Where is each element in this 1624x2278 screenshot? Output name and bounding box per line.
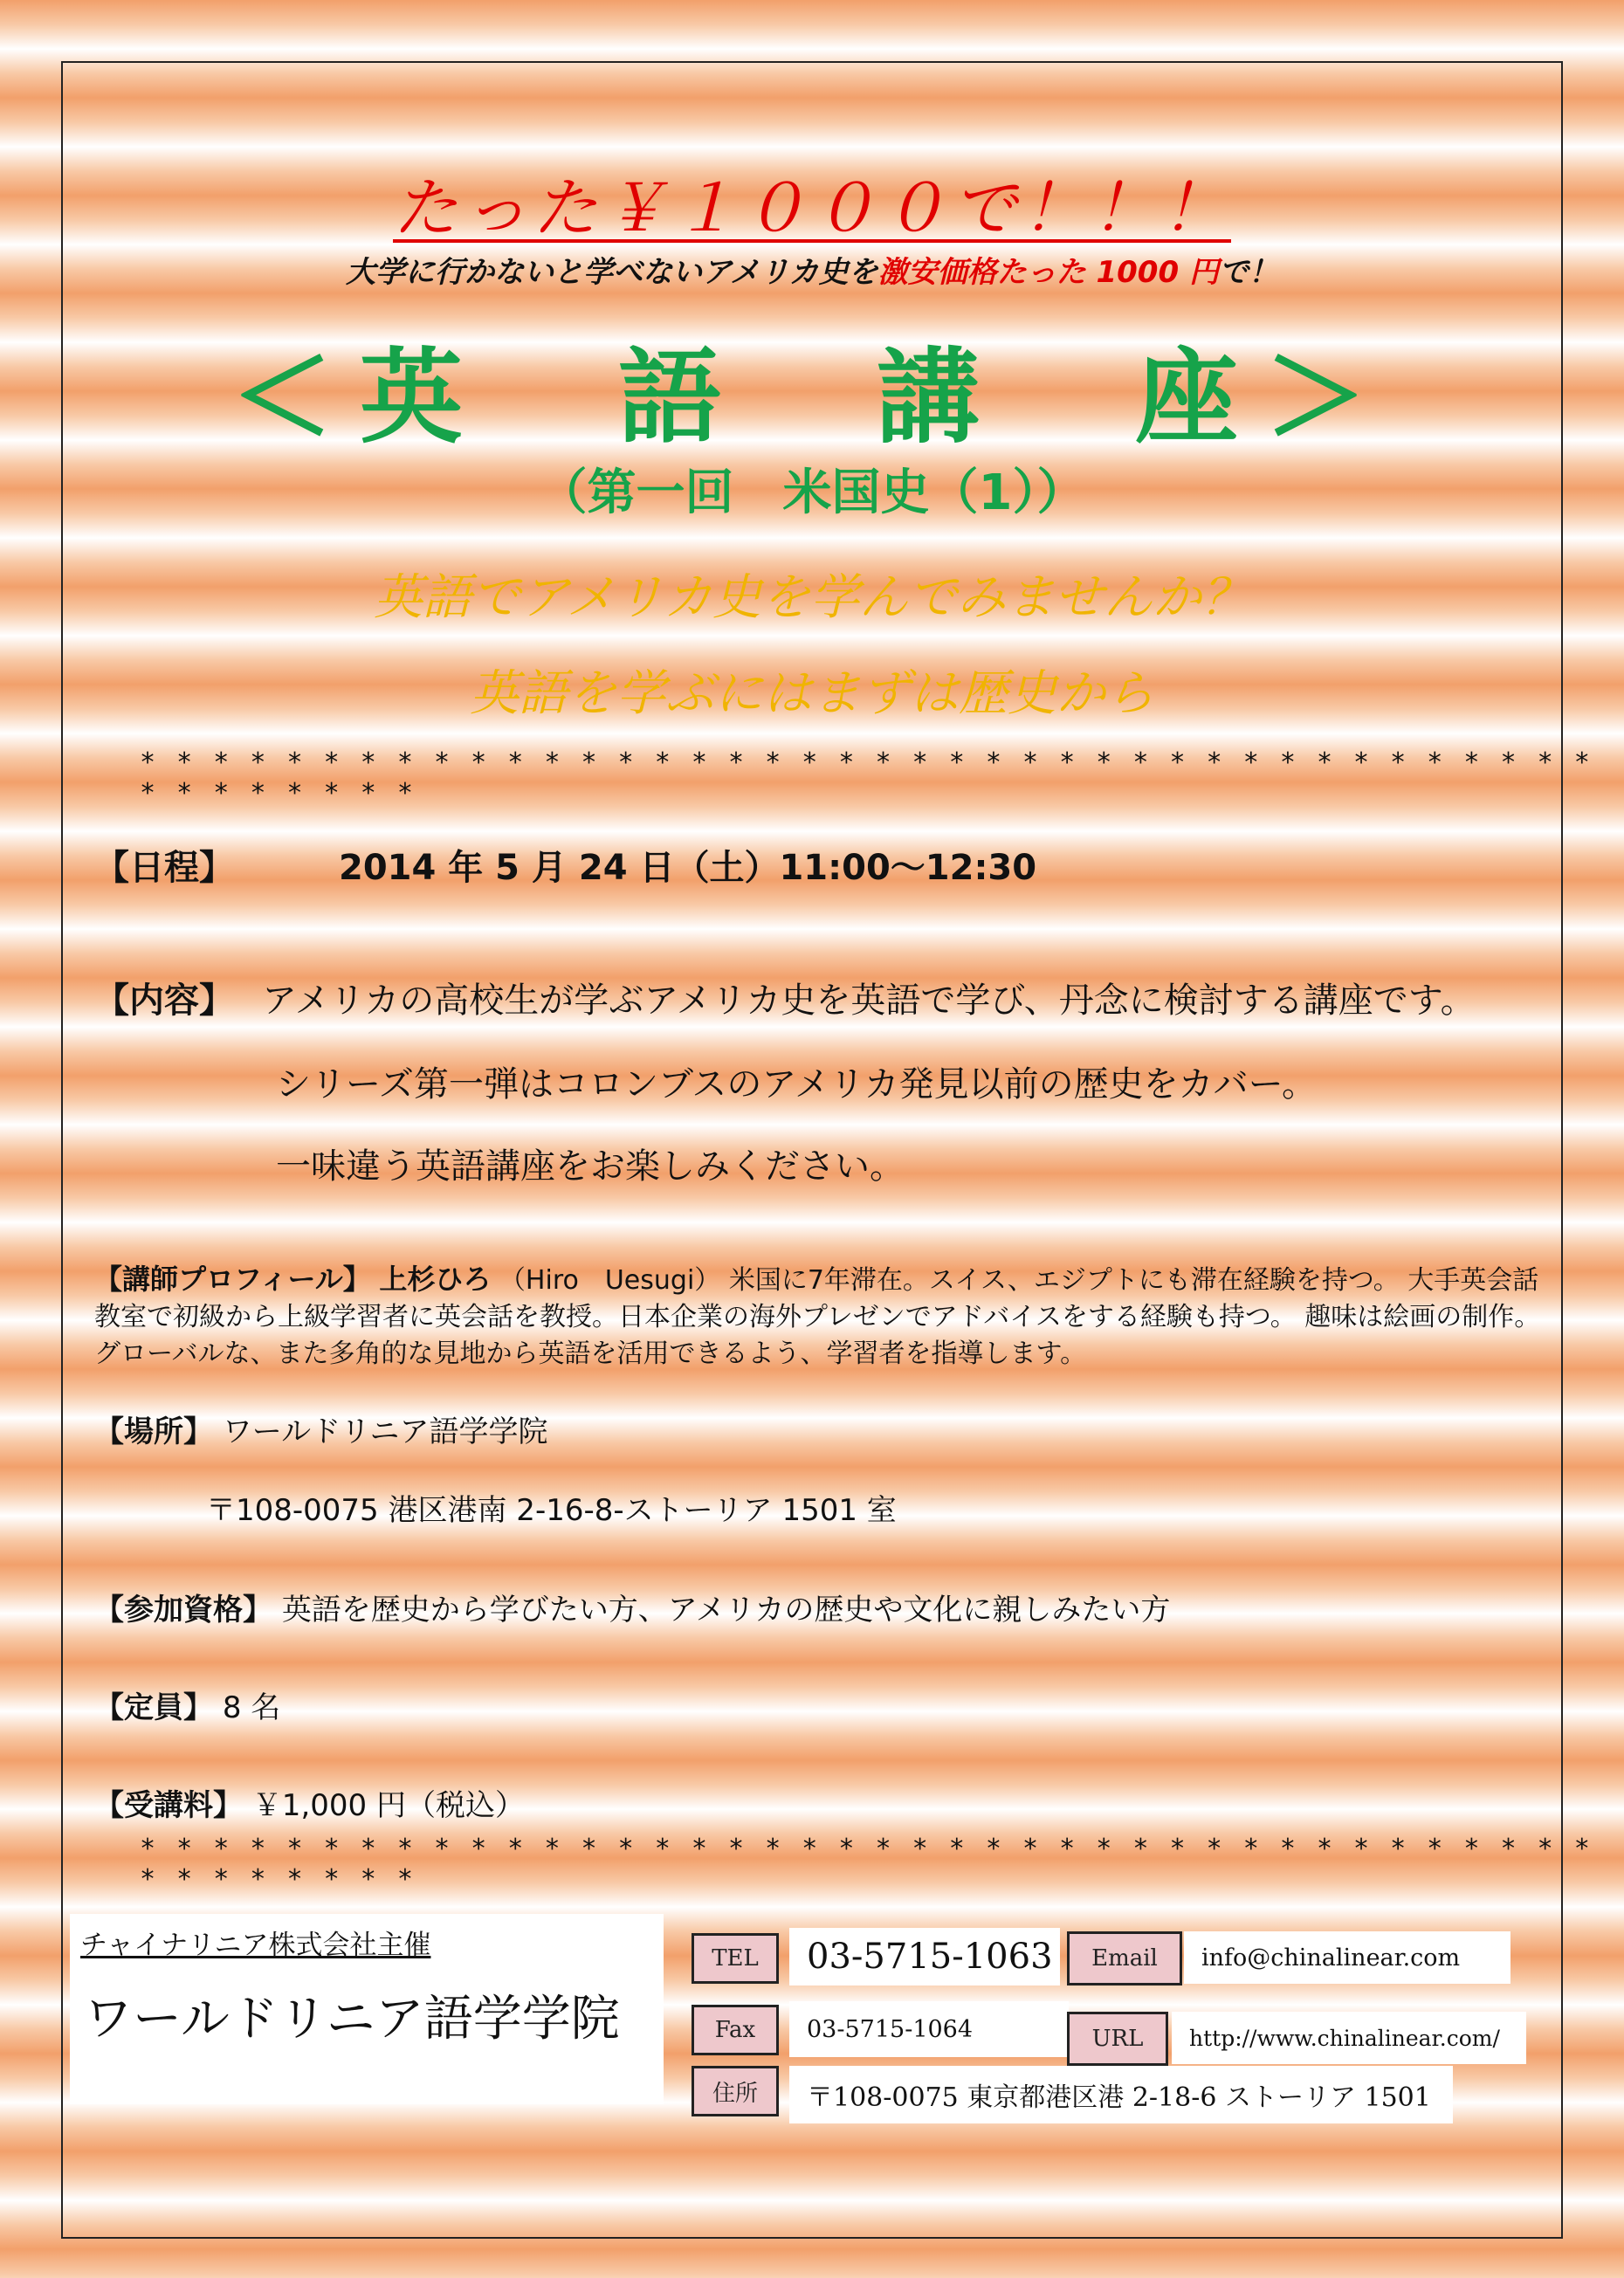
tel-label: TEL (692, 1933, 779, 1984)
email-label: Email (1067, 1931, 1182, 1986)
address-value: 〒108-0075 東京都港区港 2-18-6 ストーリア 1501 (789, 2066, 1453, 2123)
profile-line-1 (94, 1261, 1544, 1299)
sponsor-text: チャイナリニア株式会社主催 (80, 1930, 431, 1961)
promo-headline: たった￥１０００で！！！ (393, 171, 1231, 246)
eligibility-label: 【参加資格】 (94, 1593, 272, 1628)
capacity-value: 8 名 (222, 1690, 281, 1725)
place-value: ワールドリニア語学学院 (222, 1414, 548, 1449)
address-label: 住所 (692, 2066, 779, 2116)
tagline-2: 英語を学ぶにはまずは歴史から (470, 665, 1154, 722)
url-value: http://www.chinalinear.com/ (1172, 2012, 1526, 2064)
fee-value: ￥1,000 円（税込） (251, 1788, 525, 1823)
course-subtitle: （第一回 米国史（1）） (538, 465, 1086, 521)
eligibility-row (94, 1586, 1170, 1628)
tagline-1: 英語でアメリカ史を学んでみませんか？ (373, 569, 1251, 626)
subline-text-b: で！ (1218, 255, 1278, 290)
capacity-row (94, 1683, 280, 1726)
schedule-row (94, 840, 234, 890)
profile-line-3: グローバルな、また多角的な見地から英語を活用できるよう、学習者を指導します。 (94, 1339, 1087, 1369)
fee-row (94, 1781, 525, 1824)
url-label: URL (1067, 2012, 1168, 2066)
eligibility-value: 英語を歴史から学びたい方、アメリカの歴史や文化に親しみたい方 (281, 1593, 1171, 1628)
divider-bottom: * * * * * * * * * * * * * * * * * * * * * * * * * * * * * * * * * * * * * * * * * * * * * * * * (140, 1834, 1593, 1895)
schedule-value: 2014 年 5 月 24 日（土）11:00〜12:30 (339, 848, 1037, 888)
school-name: ワールドリニア語学学院 (84, 1991, 620, 2047)
divider-top: * * * * * * * * * * * * * * * * * * * * * * * * * * * * * * * * * * * * * * * * * * * * * * * * (140, 747, 1593, 809)
subline-price: 激安価格たった 1000 円 (877, 255, 1219, 290)
schedule-label: 【日程】 (94, 848, 234, 888)
place-label: 【場所】 (94, 1414, 213, 1449)
promo-subline (0, 248, 1624, 291)
content-line-1: アメリカの高校生が学ぶアメリカ史を英語で学び、丹念に検討する講座です。 (262, 981, 1476, 1021)
content-line-3: 一味違う英語講座をお楽しみください。 (276, 1146, 905, 1187)
instructor-name: 上杉ひろ (379, 1263, 492, 1296)
capacity-label: 【定員】 (94, 1690, 213, 1725)
fax-value: 03-5715-1064 (789, 2001, 1069, 2057)
content-label: 【内容】 (94, 981, 234, 1021)
profile-label: 【講師プロフィール】 (94, 1263, 371, 1296)
course-title: ＜英 語 講 座＞ (230, 337, 1393, 458)
profile-line-2: 教室で初級から上級学習者に英会話を教授。日本企業の海外プレゼンでアドバイスをする経験も持つ。 趣味は絵画の制作。 (94, 1302, 1541, 1332)
instructor-profile (94, 1261, 1544, 1373)
place-address: 〒108-0075 港区港南 2-16-8-ストーリア 1501 室 (206, 1493, 897, 1528)
email-value: info@chinalinear.com (1184, 1931, 1510, 1984)
fee-label: 【受講料】 (94, 1788, 243, 1823)
profile-text-1: 米国に7年滞在。スイス、エジプトにも滞在経験を持つ。 大手英会話 (728, 1265, 1539, 1296)
tel-value: 03-5715-1063 (789, 1928, 1060, 1986)
place-row (94, 1407, 547, 1450)
subline-text-a: 大学に行かないと学べないアメリカ史を (346, 255, 878, 290)
fax-label: Fax (692, 2005, 779, 2055)
instructor-romaji: （Hiro Uesugi） (499, 1265, 721, 1296)
content-line-2: シリーズ第一弾はコロンブスのアメリカ発見以前の歴史をカバー。 (276, 1064, 1317, 1105)
